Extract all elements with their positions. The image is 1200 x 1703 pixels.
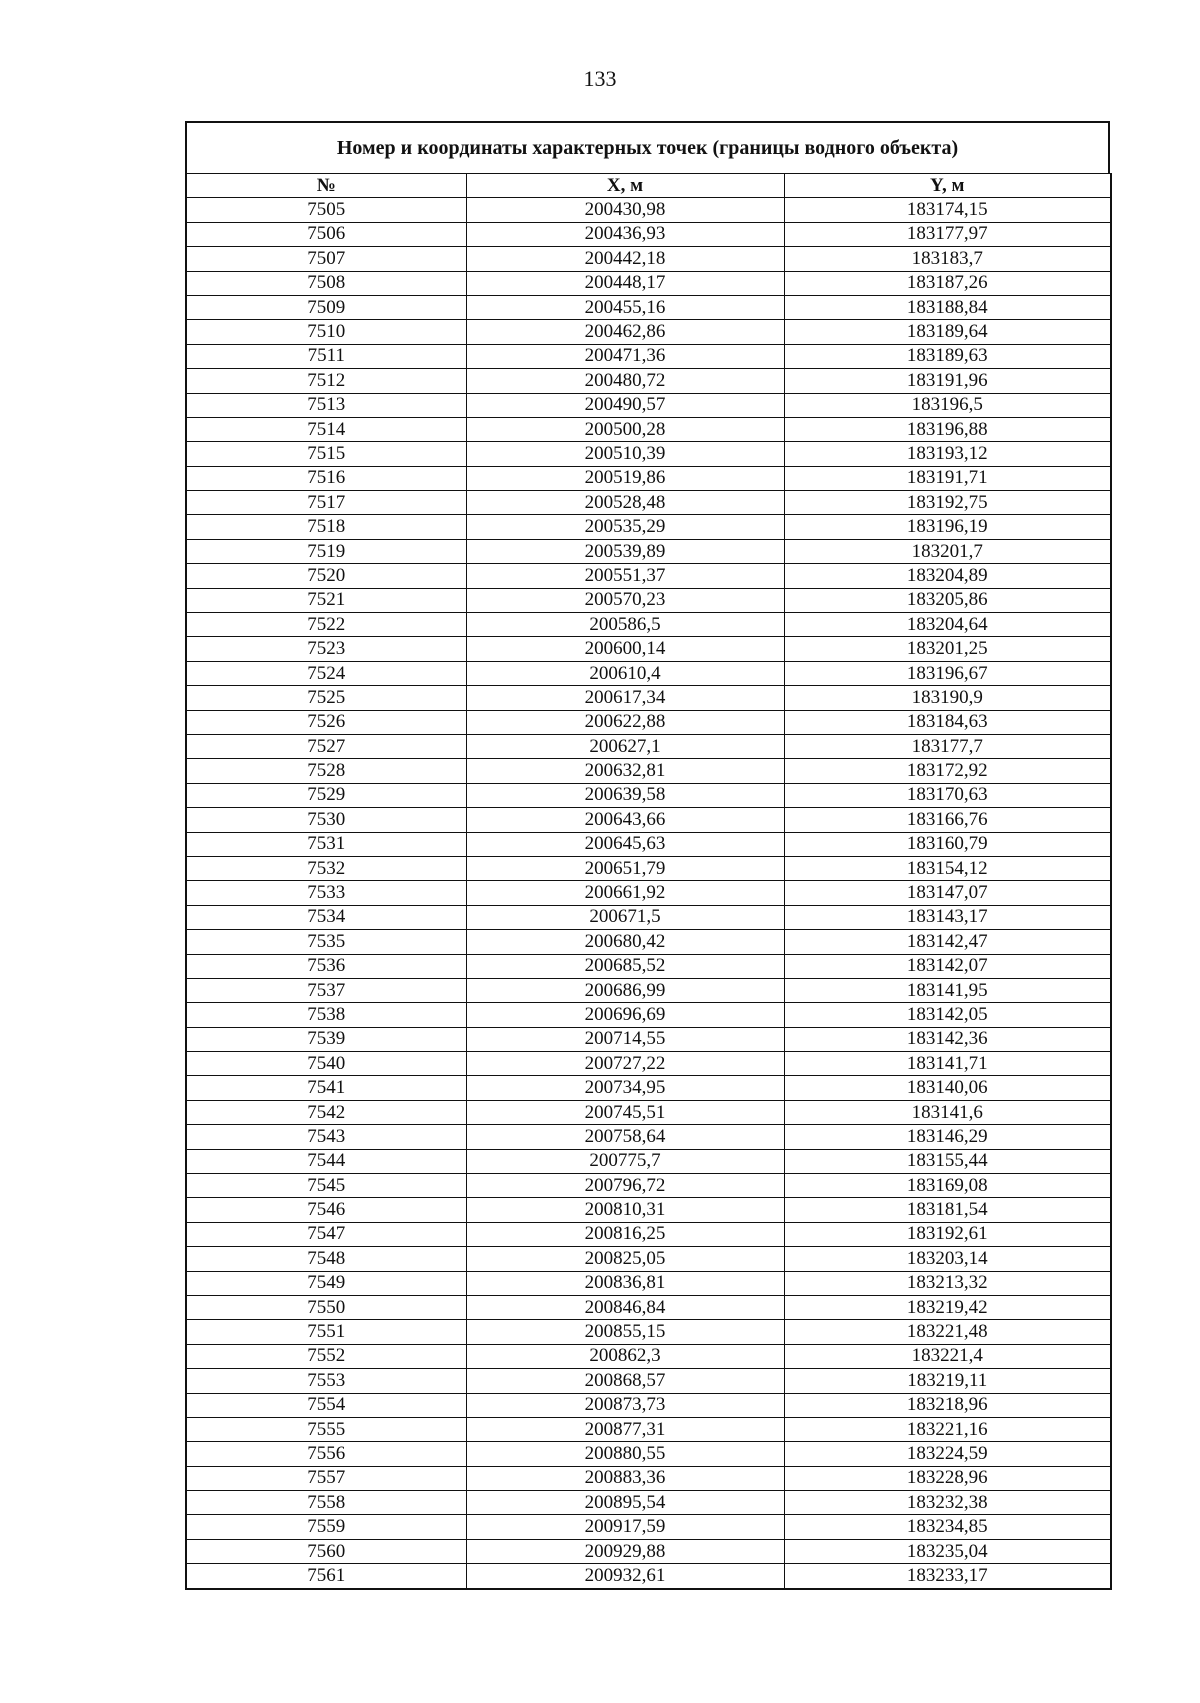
- cell-point-number: 7512: [186, 369, 466, 393]
- cell-x-coordinate: 200645,63: [466, 832, 784, 856]
- table-row: [186, 881, 1111, 905]
- cell-point-number: 7558: [186, 1491, 466, 1515]
- cell-x-coordinate: 200846,84: [466, 1295, 784, 1319]
- cell-point-number: 7561: [186, 1564, 466, 1589]
- cell-x-coordinate: 200462,86: [466, 320, 784, 344]
- cell-x-coordinate: 200490,57: [466, 393, 784, 417]
- cell-point-number: 7556: [186, 1442, 466, 1466]
- cell-y-coordinate: 183146,29: [784, 1125, 1111, 1149]
- column-header-x: X, м: [466, 174, 784, 198]
- table-row: [186, 417, 1111, 441]
- cell-point-number: 7529: [186, 783, 466, 807]
- cell-point-number: 7540: [186, 1052, 466, 1076]
- cell-x-coordinate: 200627,1: [466, 734, 784, 758]
- table-row: [186, 930, 1111, 954]
- cell-y-coordinate: 183177,97: [784, 222, 1111, 246]
- table-row: [186, 613, 1111, 637]
- cell-point-number: 7548: [186, 1247, 466, 1271]
- table-row: [186, 1515, 1111, 1539]
- cell-x-coordinate: 200586,5: [466, 613, 784, 637]
- cell-x-coordinate: 200610,4: [466, 661, 784, 685]
- cell-point-number: 7526: [186, 710, 466, 734]
- cell-x-coordinate: 200868,57: [466, 1369, 784, 1393]
- cell-y-coordinate: 183224,59: [784, 1442, 1111, 1466]
- cell-x-coordinate: 200455,16: [466, 295, 784, 319]
- cell-y-coordinate: 183155,44: [784, 1149, 1111, 1173]
- cell-x-coordinate: 200727,22: [466, 1052, 784, 1076]
- cell-x-coordinate: 200535,29: [466, 515, 784, 539]
- cell-y-coordinate: 183190,9: [784, 686, 1111, 710]
- table-row: [186, 466, 1111, 490]
- cell-x-coordinate: 200600,14: [466, 637, 784, 661]
- cell-x-coordinate: 200917,59: [466, 1515, 784, 1539]
- table-row: [186, 1247, 1111, 1271]
- table-row: [186, 1491, 1111, 1515]
- page-number: 133: [583, 66, 617, 91]
- cell-x-coordinate: 200734,95: [466, 1076, 784, 1100]
- cell-y-coordinate: 183201,7: [784, 539, 1111, 563]
- table-row: [186, 564, 1111, 588]
- cell-point-number: 7525: [186, 686, 466, 710]
- cell-point-number: 7511: [186, 344, 466, 368]
- cell-x-coordinate: 200639,58: [466, 783, 784, 807]
- cell-y-coordinate: 183218,96: [784, 1393, 1111, 1417]
- table-row: [186, 515, 1111, 539]
- table-row: [186, 1539, 1111, 1563]
- cell-point-number: 7530: [186, 808, 466, 832]
- table-row: [186, 856, 1111, 880]
- cell-point-number: 7524: [186, 661, 466, 685]
- cell-y-coordinate: 183196,5: [784, 393, 1111, 417]
- cell-y-coordinate: 183141,71: [784, 1052, 1111, 1076]
- cell-x-coordinate: 200880,55: [466, 1442, 784, 1466]
- table-row: [186, 198, 1111, 222]
- cell-x-coordinate: 200883,36: [466, 1466, 784, 1490]
- table-row: [186, 222, 1111, 246]
- table-row: [186, 1320, 1111, 1344]
- cell-y-coordinate: 183204,64: [784, 613, 1111, 637]
- cell-x-coordinate: 200873,73: [466, 1393, 784, 1417]
- cell-point-number: 7520: [186, 564, 466, 588]
- cell-point-number: 7516: [186, 466, 466, 490]
- cell-point-number: 7559: [186, 1515, 466, 1539]
- cell-y-coordinate: 183204,89: [784, 564, 1111, 588]
- cell-x-coordinate: 200471,36: [466, 344, 784, 368]
- cell-y-coordinate: 183141,95: [784, 978, 1111, 1002]
- cell-point-number: 7518: [186, 515, 466, 539]
- cell-point-number: 7527: [186, 734, 466, 758]
- cell-y-coordinate: 183142,05: [784, 1003, 1111, 1027]
- cell-y-coordinate: 183181,54: [784, 1198, 1111, 1222]
- table-row: [186, 954, 1111, 978]
- cell-x-coordinate: 200745,51: [466, 1100, 784, 1124]
- cell-point-number: 7523: [186, 637, 466, 661]
- cell-x-coordinate: 200661,92: [466, 881, 784, 905]
- table-row: [186, 808, 1111, 832]
- cell-point-number: 7510: [186, 320, 466, 344]
- cell-point-number: 7534: [186, 905, 466, 929]
- coordinates-table-container: [185, 121, 1110, 1590]
- column-header-number: №: [186, 174, 466, 198]
- cell-y-coordinate: 183170,63: [784, 783, 1111, 807]
- table-row: [186, 1271, 1111, 1295]
- table-row: [186, 832, 1111, 856]
- table-row: [186, 978, 1111, 1002]
- cell-point-number: 7542: [186, 1100, 466, 1124]
- cell-y-coordinate: 183234,85: [784, 1515, 1111, 1539]
- table-row: [186, 247, 1111, 271]
- cell-x-coordinate: 200442,18: [466, 247, 784, 271]
- cell-x-coordinate: 200643,66: [466, 808, 784, 832]
- table-row: [186, 1174, 1111, 1198]
- table-row: [186, 1295, 1111, 1319]
- cell-x-coordinate: 200796,72: [466, 1174, 784, 1198]
- cell-x-coordinate: 200551,37: [466, 564, 784, 588]
- cell-point-number: 7532: [186, 856, 466, 880]
- cell-x-coordinate: 200617,34: [466, 686, 784, 710]
- cell-y-coordinate: 183221,48: [784, 1320, 1111, 1344]
- cell-point-number: 7553: [186, 1369, 466, 1393]
- cell-y-coordinate: 183213,32: [784, 1271, 1111, 1295]
- cell-y-coordinate: 183166,76: [784, 808, 1111, 832]
- cell-x-coordinate: 200651,79: [466, 856, 784, 880]
- column-header-y: Y, м: [784, 174, 1111, 198]
- table-row: [186, 686, 1111, 710]
- cell-point-number: 7543: [186, 1125, 466, 1149]
- table-row: [186, 1076, 1111, 1100]
- coordinates-table: [185, 173, 1112, 1590]
- table-row: [186, 295, 1111, 319]
- cell-y-coordinate: 183174,15: [784, 198, 1111, 222]
- cell-point-number: 7517: [186, 491, 466, 515]
- cell-y-coordinate: 183196,67: [784, 661, 1111, 685]
- cell-x-coordinate: 200680,42: [466, 930, 784, 954]
- cell-y-coordinate: 183228,96: [784, 1466, 1111, 1490]
- cell-point-number: 7535: [186, 930, 466, 954]
- cell-y-coordinate: 183141,6: [784, 1100, 1111, 1124]
- cell-point-number: 7528: [186, 759, 466, 783]
- table-row: [186, 1369, 1111, 1393]
- cell-point-number: 7513: [186, 393, 466, 417]
- cell-y-coordinate: 183196,88: [784, 417, 1111, 441]
- table-row: [186, 1198, 1111, 1222]
- cell-point-number: 7522: [186, 613, 466, 637]
- cell-x-coordinate: 200622,88: [466, 710, 784, 734]
- table-row: [186, 1149, 1111, 1173]
- table-row: [186, 1417, 1111, 1441]
- cell-point-number: 7538: [186, 1003, 466, 1027]
- cell-x-coordinate: 200510,39: [466, 442, 784, 466]
- table-row: [186, 637, 1111, 661]
- table-row: [186, 344, 1111, 368]
- cell-point-number: 7519: [186, 539, 466, 563]
- cell-point-number: 7554: [186, 1393, 466, 1417]
- cell-y-coordinate: 183142,36: [784, 1027, 1111, 1051]
- cell-y-coordinate: 183232,38: [784, 1491, 1111, 1515]
- cell-x-coordinate: 200855,15: [466, 1320, 784, 1344]
- table-row: [186, 588, 1111, 612]
- table-row: [186, 1100, 1111, 1124]
- table-row: [186, 442, 1111, 466]
- table-row: [186, 491, 1111, 515]
- cell-x-coordinate: 200528,48: [466, 491, 784, 515]
- cell-x-coordinate: 200671,5: [466, 905, 784, 929]
- table-header-row: [186, 174, 1111, 198]
- cell-y-coordinate: 183188,84: [784, 295, 1111, 319]
- cell-point-number: 7536: [186, 954, 466, 978]
- cell-x-coordinate: 200714,55: [466, 1027, 784, 1051]
- cell-x-coordinate: 200929,88: [466, 1539, 784, 1563]
- table-row: [186, 734, 1111, 758]
- cell-y-coordinate: 183201,25: [784, 637, 1111, 661]
- cell-point-number: 7560: [186, 1539, 466, 1563]
- cell-x-coordinate: 200810,31: [466, 1198, 784, 1222]
- cell-y-coordinate: 183221,16: [784, 1417, 1111, 1441]
- cell-point-number: 7555: [186, 1417, 466, 1441]
- cell-x-coordinate: 200758,64: [466, 1125, 784, 1149]
- table-row: [186, 1125, 1111, 1149]
- cell-y-coordinate: 183203,14: [784, 1247, 1111, 1271]
- cell-y-coordinate: 183221,4: [784, 1344, 1111, 1368]
- cell-y-coordinate: 183172,92: [784, 759, 1111, 783]
- cell-y-coordinate: 183219,11: [784, 1369, 1111, 1393]
- cell-y-coordinate: 183160,79: [784, 832, 1111, 856]
- table-row: [186, 1222, 1111, 1246]
- cell-y-coordinate: 183192,75: [784, 491, 1111, 515]
- cell-point-number: 7549: [186, 1271, 466, 1295]
- table-row: [186, 759, 1111, 783]
- cell-point-number: 7533: [186, 881, 466, 905]
- cell-point-number: 7509: [186, 295, 466, 319]
- table-row: [186, 1003, 1111, 1027]
- cell-point-number: 7508: [186, 271, 466, 295]
- cell-y-coordinate: 183189,64: [784, 320, 1111, 344]
- table-row: [186, 905, 1111, 929]
- cell-x-coordinate: 200775,7: [466, 1149, 784, 1173]
- cell-point-number: 7537: [186, 978, 466, 1002]
- cell-y-coordinate: 183169,08: [784, 1174, 1111, 1198]
- cell-x-coordinate: 200632,81: [466, 759, 784, 783]
- cell-y-coordinate: 183142,07: [784, 954, 1111, 978]
- cell-point-number: 7506: [186, 222, 466, 246]
- cell-y-coordinate: 183154,12: [784, 856, 1111, 880]
- cell-y-coordinate: 183219,42: [784, 1295, 1111, 1319]
- cell-point-number: 7545: [186, 1174, 466, 1198]
- cell-y-coordinate: 183184,63: [784, 710, 1111, 734]
- cell-y-coordinate: 183191,96: [784, 369, 1111, 393]
- cell-y-coordinate: 183183,7: [784, 247, 1111, 271]
- table-row: [186, 1052, 1111, 1076]
- cell-x-coordinate: 200436,93: [466, 222, 784, 246]
- cell-point-number: 7552: [186, 1344, 466, 1368]
- cell-x-coordinate: 200480,72: [466, 369, 784, 393]
- cell-x-coordinate: 200570,23: [466, 588, 784, 612]
- cell-x-coordinate: 200895,54: [466, 1491, 784, 1515]
- cell-point-number: 7505: [186, 198, 466, 222]
- cell-point-number: 7507: [186, 247, 466, 271]
- table-row: [186, 710, 1111, 734]
- cell-y-coordinate: 183187,26: [784, 271, 1111, 295]
- table-row: [186, 369, 1111, 393]
- cell-point-number: 7514: [186, 417, 466, 441]
- cell-x-coordinate: 200877,31: [466, 1417, 784, 1441]
- cell-point-number: 7557: [186, 1466, 466, 1490]
- cell-x-coordinate: 200825,05: [466, 1247, 784, 1271]
- table-row: [186, 1344, 1111, 1368]
- cell-x-coordinate: 200519,86: [466, 466, 784, 490]
- cell-x-coordinate: 200539,89: [466, 539, 784, 563]
- cell-point-number: 7539: [186, 1027, 466, 1051]
- cell-point-number: 7541: [186, 1076, 466, 1100]
- cell-point-number: 7515: [186, 442, 466, 466]
- cell-y-coordinate: 183177,7: [784, 734, 1111, 758]
- cell-point-number: 7531: [186, 832, 466, 856]
- table-row: [186, 1393, 1111, 1417]
- cell-y-coordinate: 183142,47: [784, 930, 1111, 954]
- cell-y-coordinate: 183140,06: [784, 1076, 1111, 1100]
- cell-point-number: 7546: [186, 1198, 466, 1222]
- table-row: [186, 320, 1111, 344]
- cell-x-coordinate: 200816,25: [466, 1222, 784, 1246]
- table-row: [186, 783, 1111, 807]
- cell-point-number: 7544: [186, 1149, 466, 1173]
- cell-x-coordinate: 200500,28: [466, 417, 784, 441]
- table-row: [186, 539, 1111, 563]
- cell-point-number: 7550: [186, 1295, 466, 1319]
- table-row: [186, 1564, 1111, 1589]
- cell-x-coordinate: 200862,3: [466, 1344, 784, 1368]
- cell-y-coordinate: 183235,04: [784, 1539, 1111, 1563]
- cell-x-coordinate: 200686,99: [466, 978, 784, 1002]
- cell-y-coordinate: 183205,86: [784, 588, 1111, 612]
- cell-x-coordinate: 200685,52: [466, 954, 784, 978]
- cell-point-number: 7551: [186, 1320, 466, 1344]
- cell-y-coordinate: 183189,63: [784, 344, 1111, 368]
- table-title: Номер и координаты характерных точек (границы водного объекта): [185, 121, 1110, 173]
- table-body: [186, 198, 1111, 1589]
- table-row: [186, 661, 1111, 685]
- cell-y-coordinate: 183192,61: [784, 1222, 1111, 1246]
- cell-x-coordinate: 200932,61: [466, 1564, 784, 1589]
- table-row: [186, 271, 1111, 295]
- cell-x-coordinate: 200430,98: [466, 198, 784, 222]
- table-row: [186, 1442, 1111, 1466]
- cell-y-coordinate: 183193,12: [784, 442, 1111, 466]
- cell-y-coordinate: 183196,19: [784, 515, 1111, 539]
- cell-point-number: 7547: [186, 1222, 466, 1246]
- cell-x-coordinate: 200696,69: [466, 1003, 784, 1027]
- cell-y-coordinate: 183233,17: [784, 1564, 1111, 1589]
- cell-y-coordinate: 183143,17: [784, 905, 1111, 929]
- table-row: [186, 1027, 1111, 1051]
- cell-y-coordinate: 183147,07: [784, 881, 1111, 905]
- cell-point-number: 7521: [186, 588, 466, 612]
- table-row: [186, 393, 1111, 417]
- cell-x-coordinate: 200836,81: [466, 1271, 784, 1295]
- cell-y-coordinate: 183191,71: [784, 466, 1111, 490]
- table-row: [186, 1466, 1111, 1490]
- cell-x-coordinate: 200448,17: [466, 271, 784, 295]
